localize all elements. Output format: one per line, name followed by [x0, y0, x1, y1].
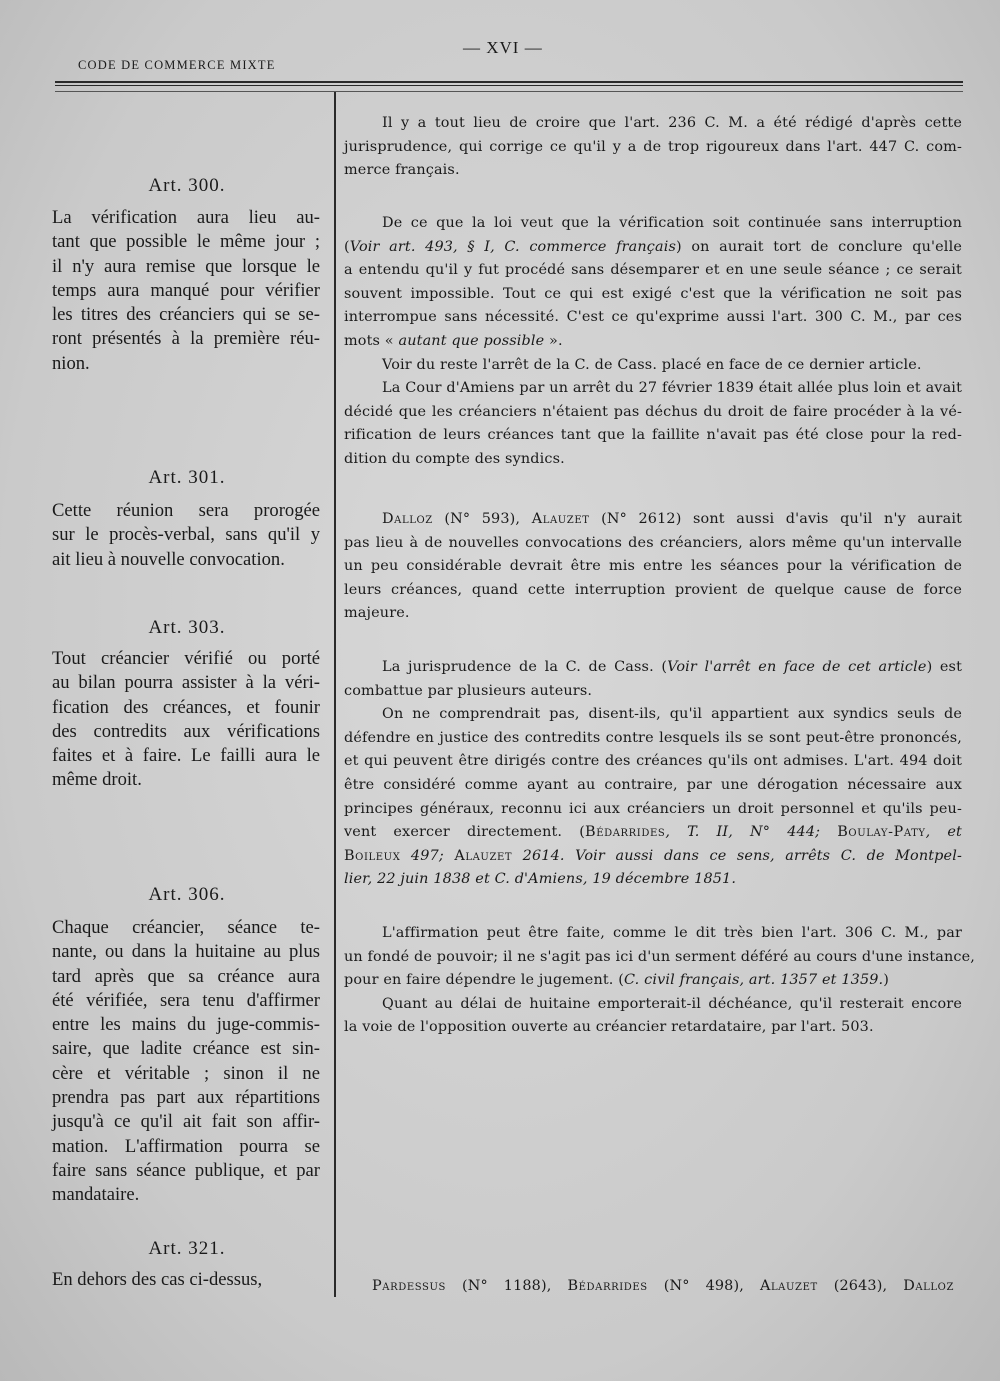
article-text [52, 499, 320, 572]
text-line: Chaque créancier, séance te- [52, 917, 320, 938]
column-divider [334, 92, 336, 1297]
article-text [52, 916, 320, 1208]
text-line: un peu considérable devrait être mis entre les séances pour la vérification de [344, 558, 962, 575]
text-line: Quant au délai de huitaine emporterait-il déchéance, qu'il resterait encore [382, 995, 962, 1012]
text-line: il n'y aura remise que lorsque le [52, 255, 320, 277]
text-line: La jurisprudence de la C. de Cass. (Voir l'arrêt en face de cet article) est [382, 659, 963, 675]
text-line: entre les mains du juge-commis- [52, 1014, 320, 1036]
text-line: et qui peuvent être dirigés contre des créances qu'ils ont admises. L'art. 494 doit [344, 753, 962, 770]
text-line: La vérification aura lieu au- [52, 207, 320, 228]
citation: Voir art. 493, § I, C. commerce français [349, 238, 676, 255]
text-line: temps aura manqué pour vérifier [52, 279, 320, 301]
text-line: cère et véritable ; sinon il ne [52, 1062, 320, 1084]
text-line: (Voir art. 493, § I, C. commerce français) on aurait tort de conclure qu'elle [344, 238, 962, 255]
author-name: Dalloz [382, 511, 433, 527]
text-line: pour en faire dépendre le jugement. (C. civil français, art. 1357 et 1359.) [344, 972, 890, 989]
text-line: a entendu qu'il y fut procédé sans désemparer et en une seule séance ; ce serait [344, 262, 962, 279]
citation: Voir l'arrêt en face de cet article [667, 659, 927, 675]
text-line: principes généraux, reconnu ici aux créanciers un droit personnel et qu'ils peu- [344, 800, 962, 817]
header-rule [55, 85, 963, 86]
text-line: un fondé de pouvoir; il ne s'agit pas ici d'un serment déféré au cours d'une instance, [344, 948, 976, 965]
author-name: Alauzet [531, 511, 590, 527]
text-line: merce français. [344, 162, 460, 179]
article-title: Art. 303. [148, 617, 226, 638]
quotation: autant que possible [398, 332, 545, 349]
text-line: même droit. [52, 769, 142, 791]
text-line: la voie de l'opposition ouverte au créancier retardataire, par l'art. 503. [344, 1019, 874, 1036]
text-line: ront présentés à la première réu- [52, 328, 320, 350]
author-name: Boulay-Paty [837, 824, 926, 841]
author-name: Alauzet [454, 847, 513, 864]
text-line: Boileux 497; Alauzet 2614. Voir aussi dans ce sens, arrêts C. de Montpel- [344, 847, 962, 864]
text-line: nante, ou dans la huitaine au plus [52, 941, 320, 963]
text-line: des contredits aux vérifications [52, 720, 320, 742]
commentary-paragraph [344, 212, 962, 472]
article-title: Art. 306. [148, 884, 226, 905]
text-line: pas lieu à de nouvelles convocations des créanciers, alors même qu'un intervalle [344, 534, 962, 551]
article-title: Art. 301. [148, 467, 226, 488]
text-line: majeure. [344, 605, 410, 622]
text-line: Pardessus (N° 1188), Bédarrides (N° 498), Alauzet (2643), Dalloz [372, 1278, 954, 1294]
commentary-paragraph [344, 112, 962, 183]
text-line: les titres des créanciers qui se se- [52, 304, 320, 326]
text-line: au bilan pourra assister à la véri- [52, 672, 320, 694]
text-line: On ne comprendrait pas, disent-ils, qu'il appartient aux syndics seuls de [382, 706, 962, 723]
text-line: nion. [52, 352, 90, 374]
text-line: leurs créances, quand cette interruption provient de quelque cause de force [344, 581, 962, 598]
text-line: souvent impossible. Tout ce qui est exigé c'est que la vérification ne soit pas [344, 285, 962, 302]
author-name: Bédarrides [567, 1278, 648, 1294]
text-line: être considéré comme ayant au contraire, par une dérogation nécessaire aux [344, 776, 962, 793]
text-line: ait lieu à nouvelle convocation. [52, 548, 285, 570]
text-line: En dehors des cas ci-dessus, [52, 1269, 263, 1290]
commentary-references [372, 1275, 954, 1299]
text-line: combattue par plusieurs auteurs. [344, 682, 593, 699]
author-name: Pardessus [372, 1278, 446, 1294]
text-line: prendra pas part aux répartitions [52, 1087, 320, 1109]
running-title: CODE DE COMMERCE MIXTE [78, 58, 276, 72]
text-line: Cette réunion sera prorogée [52, 500, 320, 521]
text-line: lier, 22 juin 1838 et C. d'Amiens, 19 décembre 1851. [344, 871, 737, 888]
article-title: Art. 321. [148, 1238, 226, 1259]
text-line: Il y a tout lieu de croire que l'art. 236 C. M. a été rédigé d'après cette [382, 115, 962, 131]
text-line: décidé que les créanciers n'étaient pas déchus du droit de faire procéder à la vé- [344, 403, 962, 420]
text-line: mots « autant que possible ». [344, 332, 563, 349]
text-line: interrompue sans nécessité. C'est ce qu'exprime aussi l'art. 300 C. M., par ces [344, 309, 962, 326]
text-line: tard après que sa créance aura [52, 965, 320, 987]
author-name: Bédarrides [585, 824, 666, 841]
citation: C. civil français, art. 1357 et 1359. [624, 972, 884, 989]
text-line: La Cour d'Amiens par un arrêt du 27 février 1839 était allée plus loin et avait [382, 380, 962, 397]
text-line: tant que possible le même jour ; [52, 231, 320, 253]
text-line: Dalloz (N° 593), Alauzet (N° 2612) sont aussi d'avis qu'il n'y aurait [382, 511, 963, 527]
text-line: rification de leurs créances tant que la faillite n'avait pas été close pour la red- [344, 427, 962, 444]
text-line: sur le procès-verbal, sans qu'il y [52, 524, 320, 546]
text-line: L'affirmation peut être faite, comme le dit très bien l'art. 306 C. M., par [382, 925, 962, 941]
article-text [52, 1268, 320, 1292]
text-line: fication des créances, et founir [52, 696, 320, 718]
header-rule [55, 91, 963, 92]
text-line: défendre en justice des contredits contre lesquels ils se sont peut-être prononcés, [344, 729, 962, 746]
text-line: mandataire. [52, 1184, 140, 1206]
commentary-paragraph [344, 922, 976, 1040]
text-line: Tout créancier vérifié ou porté [52, 648, 320, 669]
commentary-paragraph [344, 508, 962, 626]
text-line: jusqu'à ce qu'il ait fait son affir- [52, 1111, 320, 1133]
text-line: mation. L'affirmation pourra se [52, 1135, 320, 1157]
text-line: jurisprudence, qui corrige ce qu'il y a de trop rigoureux dans l'art. 447 C. com- [344, 138, 962, 155]
article-title: Art. 300. [148, 175, 226, 196]
text-line: faire sans séance publique, et par [52, 1159, 320, 1181]
author-name: Boileux [344, 847, 401, 864]
text-line: Voir du reste l'arrêt de la C. de Cass. placé en face de ce dernier article. [382, 356, 922, 373]
commentary-paragraph [344, 656, 962, 892]
page-number: — XVI — [463, 38, 543, 57]
text-line: dition du compte des syndics. [344, 450, 565, 467]
article-text [52, 206, 320, 376]
text-line: saire, que ladite créance est sin- [52, 1038, 320, 1060]
text-line: vent exercer directement. (Bédarrides, T. II, N° 444; Boulay-Paty, et [344, 824, 962, 841]
author-name: Alauzet [759, 1278, 818, 1294]
text-line: De ce que la loi veut que la vérification soit continuée sans interruption [382, 215, 962, 231]
text-line: faites et à faire. Le failli aura le [52, 745, 320, 767]
article-text [52, 647, 320, 793]
text-line: été vérifiée, sera tenu d'affirmer [52, 989, 320, 1011]
author-name: Dalloz [903, 1278, 954, 1294]
header-rule [55, 81, 963, 83]
